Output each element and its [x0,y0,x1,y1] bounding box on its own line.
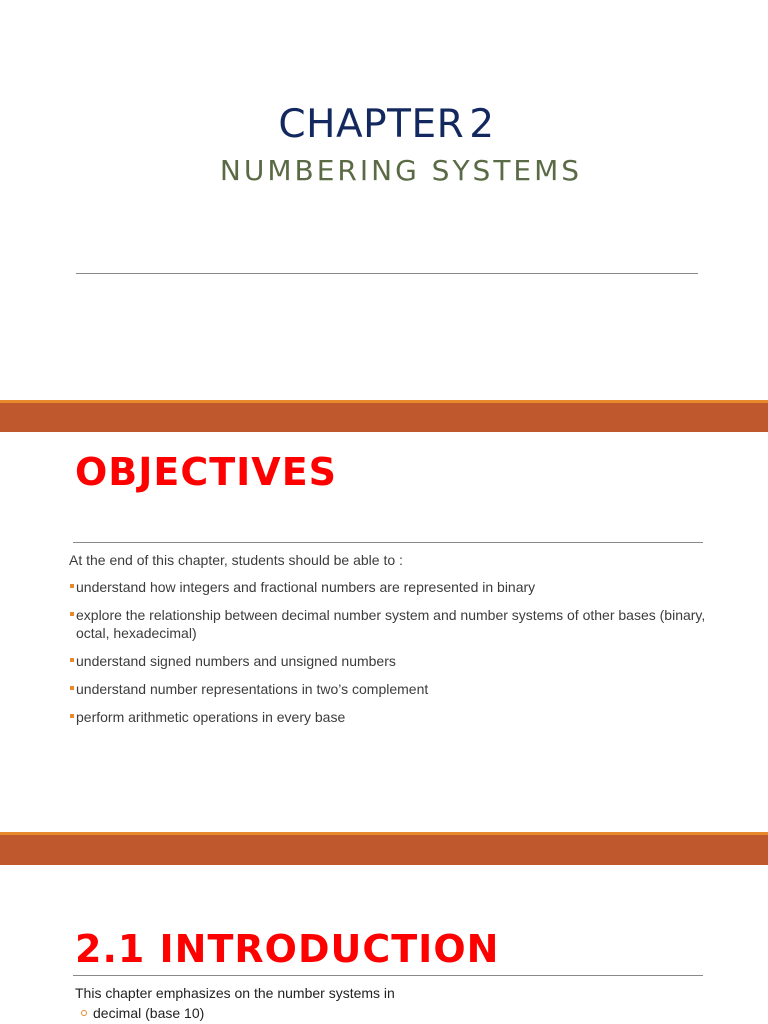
slide-separator-band [0,400,768,432]
title-slide [0,0,768,400]
sub-item-text: decimal (base 10) [93,1005,205,1021]
introduction-body [75,984,715,1022]
objective-text: understand signed numbers and unsigned numbers [76,653,396,669]
chapter-title [0,102,768,147]
objective-text: perform arithmetic operations in every base [76,709,346,725]
slide-separator-accent-line [0,400,768,403]
chapter-title-number: 2 [469,102,495,147]
objectives-list [69,578,709,726]
square-bullet-icon [70,584,74,588]
objective-text: explore the relationship between decimal number system and number systems of other bases (binary, octal, hexadecimal) [76,607,706,641]
objectives-divider [73,542,703,543]
square-bullet-icon [70,714,74,718]
objectives-intro: At the end of this chapter, students should be able to : [69,552,403,568]
list-item [69,652,709,670]
introduction-divider [73,975,703,976]
list-item [75,1004,715,1022]
objective-text: understand number representations in two’s complement [76,681,429,697]
square-bullet-icon [70,686,74,690]
slide-separator-accent-line [0,832,768,835]
circle-bullet-icon [81,1010,87,1016]
list-item [69,578,709,596]
list-item [69,680,709,698]
square-bullet-icon [70,658,74,662]
title-divider [76,273,698,274]
chapter-title-word: CHAPTER [278,102,465,147]
list-item [69,708,709,726]
objectives-body [69,551,709,736]
introduction-slide [0,865,768,1024]
chapter-subtitle: NUMBERING SYSTEMS [219,154,583,187]
square-bullet-icon [70,612,74,616]
objectives-slide [0,432,768,832]
introduction-heading: 2.1 INTRODUCTION [75,927,500,971]
objective-text: understand how integers and fractional numbers are represented in binary [76,579,536,595]
list-item [69,606,709,642]
introduction-text: This chapter emphasizes on the number systems in [75,985,395,1001]
objectives-heading: OBJECTIVES [75,450,338,494]
slide-separator-band [0,832,768,865]
